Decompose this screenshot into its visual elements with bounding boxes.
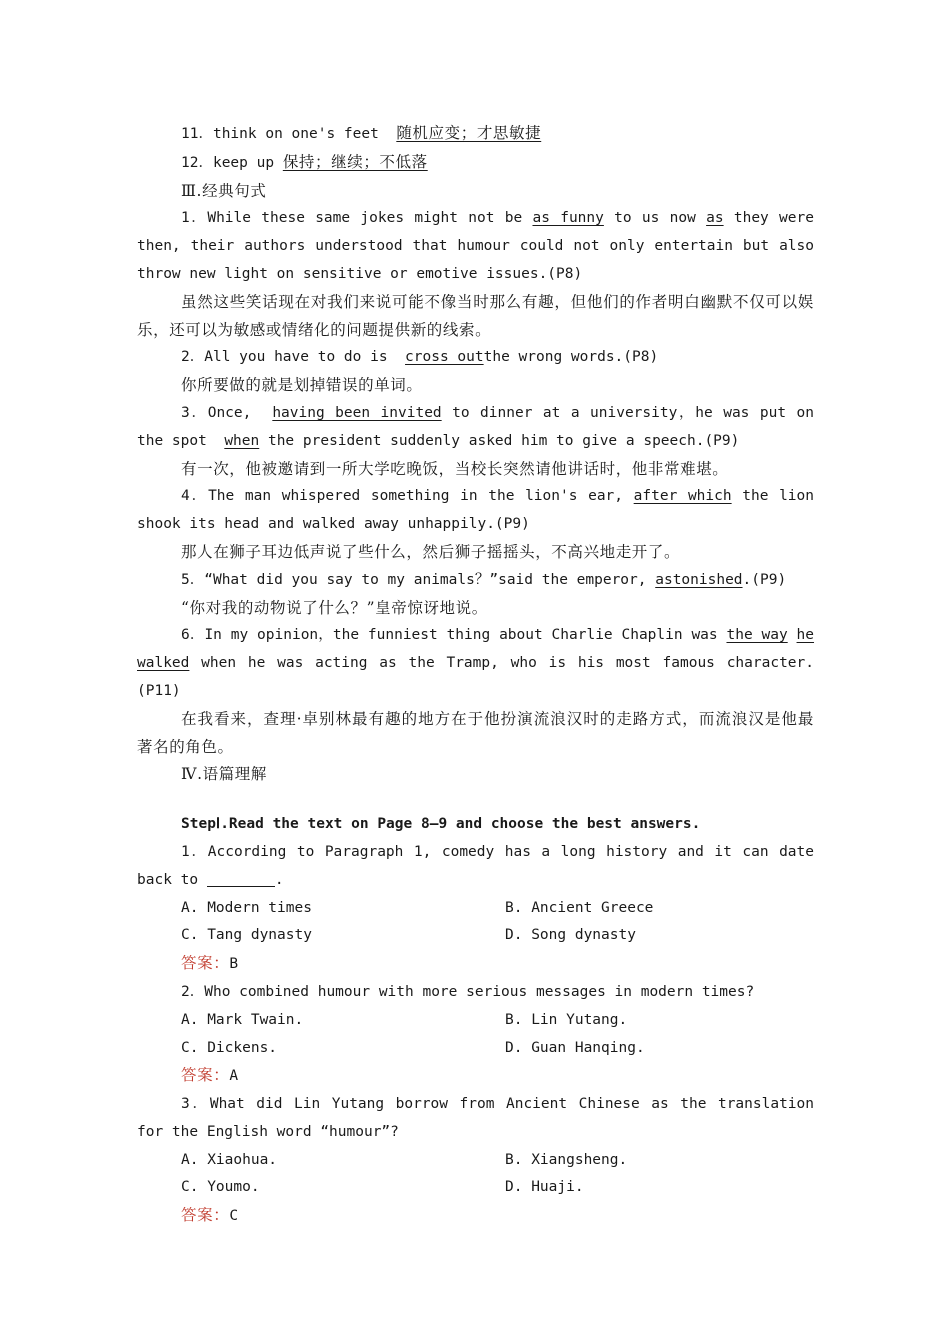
sentence-text: they were then, their authors understood that humour could not only entertain but also throw new light on sensitive or emotive issues.(P8): [137, 210, 814, 282]
step-1-instruction: StepⅠ.Read the text on Page 8—9 and choose the best answers.: [181, 816, 701, 833]
question-1-options-row-2: [137, 922, 814, 950]
sentence-number: 6．: [181, 627, 205, 644]
sentence-6-english: [137, 622, 814, 705]
sentence-answer: astonished: [655, 571, 743, 588]
sentence-answer: cross out: [405, 349, 484, 366]
question-3-options-row-2: [137, 1174, 814, 1202]
sentence-answer: walked: [137, 655, 190, 672]
sentence-answer: having been invited: [272, 404, 442, 421]
answer-label: 答案：: [181, 954, 230, 973]
sentence-text: While these same jokes might not be: [207, 210, 533, 227]
sentence-1-english: [137, 205, 814, 288]
question-text: Who combined humour with more serious messages in modern times?: [204, 983, 755, 1000]
question-number: 1．: [181, 843, 208, 860]
phrase-number: 11．: [181, 126, 213, 142]
answer-value: A: [229, 1068, 239, 1085]
option-b: B. Lin Yutang.: [505, 1011, 628, 1028]
option-c: C. Dickens.: [181, 1039, 278, 1056]
sentence-answer: he: [796, 627, 815, 644]
phrase-12: [137, 149, 814, 178]
sentence-6-translation: 在我看来，查理·卓别林最有趣的地方在于他扮演流浪汉时的走路方式，而流浪汉是他最著名的角色。: [137, 709, 814, 756]
question-number: 2．: [181, 983, 205, 1000]
question-3-options-row-1: [137, 1147, 814, 1175]
sentence-answer: when: [224, 432, 260, 449]
sentence-5-translation: “你对我的动物说了什么？”皇帝惊讶地说。: [181, 598, 488, 617]
answer-value: B: [229, 956, 239, 973]
answer-blank: [207, 870, 275, 887]
phrase-answer: 保持；继续；不低落: [282, 152, 428, 171]
question-text: What did Lin Yutang borrow from Ancient Chinese as the translation for the English word “humour”?: [137, 1096, 815, 1140]
answer-label: 答案：: [181, 1206, 230, 1225]
question-text: .: [274, 871, 284, 888]
sentence-2-translation: 你所要做的就是划掉错误的单词。: [181, 376, 423, 395]
sentence-text: the lion shook its head and walked away unhappily.(P9): [137, 488, 814, 533]
sentence-text: [788, 627, 797, 643]
sentence-text: to us now: [603, 210, 707, 227]
sentence-answer: as: [706, 210, 724, 227]
sentence-number: 4．: [181, 488, 209, 505]
phrase-answer: 随机应变；才思敏捷: [396, 124, 542, 142]
sentence-1-translation: 虽然这些笑话现在对我们来说可能不像当时那么有趣，但他们的作者明白幽默不仅可以娱乐，还可以为敏感或情绪化的问题提供新的线索。: [137, 292, 814, 339]
question-3-answer: [137, 1202, 814, 1231]
answer-value: C: [229, 1208, 239, 1225]
option-d: D. Song dynasty: [505, 927, 636, 944]
sentence-3-translation: 有一次，他被邀请到一所大学吃晚饭，当校长突然请他讲话时，他非常难堪。: [181, 459, 729, 478]
question-2-options-row-1: [137, 1007, 814, 1035]
sentence-4-english: [137, 483, 814, 539]
option-a: A. Xiaohua.: [181, 1151, 278, 1168]
option-d: D. Huaji.: [505, 1179, 584, 1196]
question-1: [137, 839, 814, 895]
sentence-text: In my opinion，the funniest thing about Charlie Chaplin was: [204, 627, 727, 644]
question-3: [137, 1091, 814, 1147]
question-1-options-row-1: [137, 895, 814, 923]
phrase-11: [137, 120, 814, 149]
option-c: C. Tang dynasty: [181, 927, 312, 944]
sentence-text: “What did you say to my animals？”said the emperor,: [204, 571, 656, 588]
sentence-text: to dinner at a university，he was put on the spot: [137, 404, 814, 449]
question-2: [137, 979, 814, 1007]
question-number: 3．: [181, 1096, 210, 1113]
answer-label: 答案：: [181, 1066, 230, 1085]
sentence-text: Once,: [207, 404, 262, 421]
sentence-text: the wrong words.(P8): [483, 349, 659, 366]
sentence-number: 1．: [181, 210, 208, 227]
sentence-text: the president suddenly asked him to give a speech.(P9): [259, 432, 740, 449]
sentence-answer: after which: [633, 488, 732, 505]
option-a: A. Mark Twain.: [181, 1011, 304, 1028]
sentence-text: .(P9): [742, 571, 787, 588]
sentence-4-translation: 那人在狮子耳边低声说了些什么，然后狮子摇摇头，不高兴地走开了。: [181, 542, 681, 561]
sentence-answer: the way: [726, 627, 788, 644]
sentence-2-english: [137, 344, 814, 372]
sentence-text: All you have to do is: [204, 349, 397, 366]
question-2-answer: [137, 1062, 814, 1091]
sentence-3-english: [137, 400, 814, 456]
sentence-number: 5．: [181, 571, 205, 588]
phrase-number: 12．: [181, 154, 213, 171]
section-heading-reading: Ⅳ.语篇理解: [181, 765, 268, 784]
sentence-text: The man whispered something in the lion's ear,: [208, 488, 634, 505]
option-b: B. Ancient Greece: [505, 899, 654, 916]
question-1-answer: [137, 950, 814, 979]
option-c: C. Youmo.: [181, 1179, 260, 1196]
sentence-number: 3．: [181, 404, 208, 421]
sentence-text: when he was acting as the Tramp, who is his most famous character.(P11): [137, 655, 814, 699]
sentence-answer: as funny: [532, 210, 604, 227]
option-b: B. Xiangsheng.: [505, 1151, 628, 1168]
document-page: [137, 120, 814, 1231]
sentence-number: 2．: [181, 349, 205, 366]
phrase-english: keep up: [212, 154, 275, 171]
question-2-options-row-2: [137, 1035, 814, 1063]
section-heading-sentences: Ⅲ.经典句式: [181, 181, 267, 200]
phrase-english: think on one's feet: [212, 126, 379, 142]
sentence-5-english: [137, 567, 814, 595]
question-text: According to Paragraph 1, comedy has a long history and it can date back to: [137, 843, 814, 888]
option-a: A. Modern times: [181, 899, 312, 916]
option-d: D. Guan Hanqing.: [505, 1039, 645, 1056]
